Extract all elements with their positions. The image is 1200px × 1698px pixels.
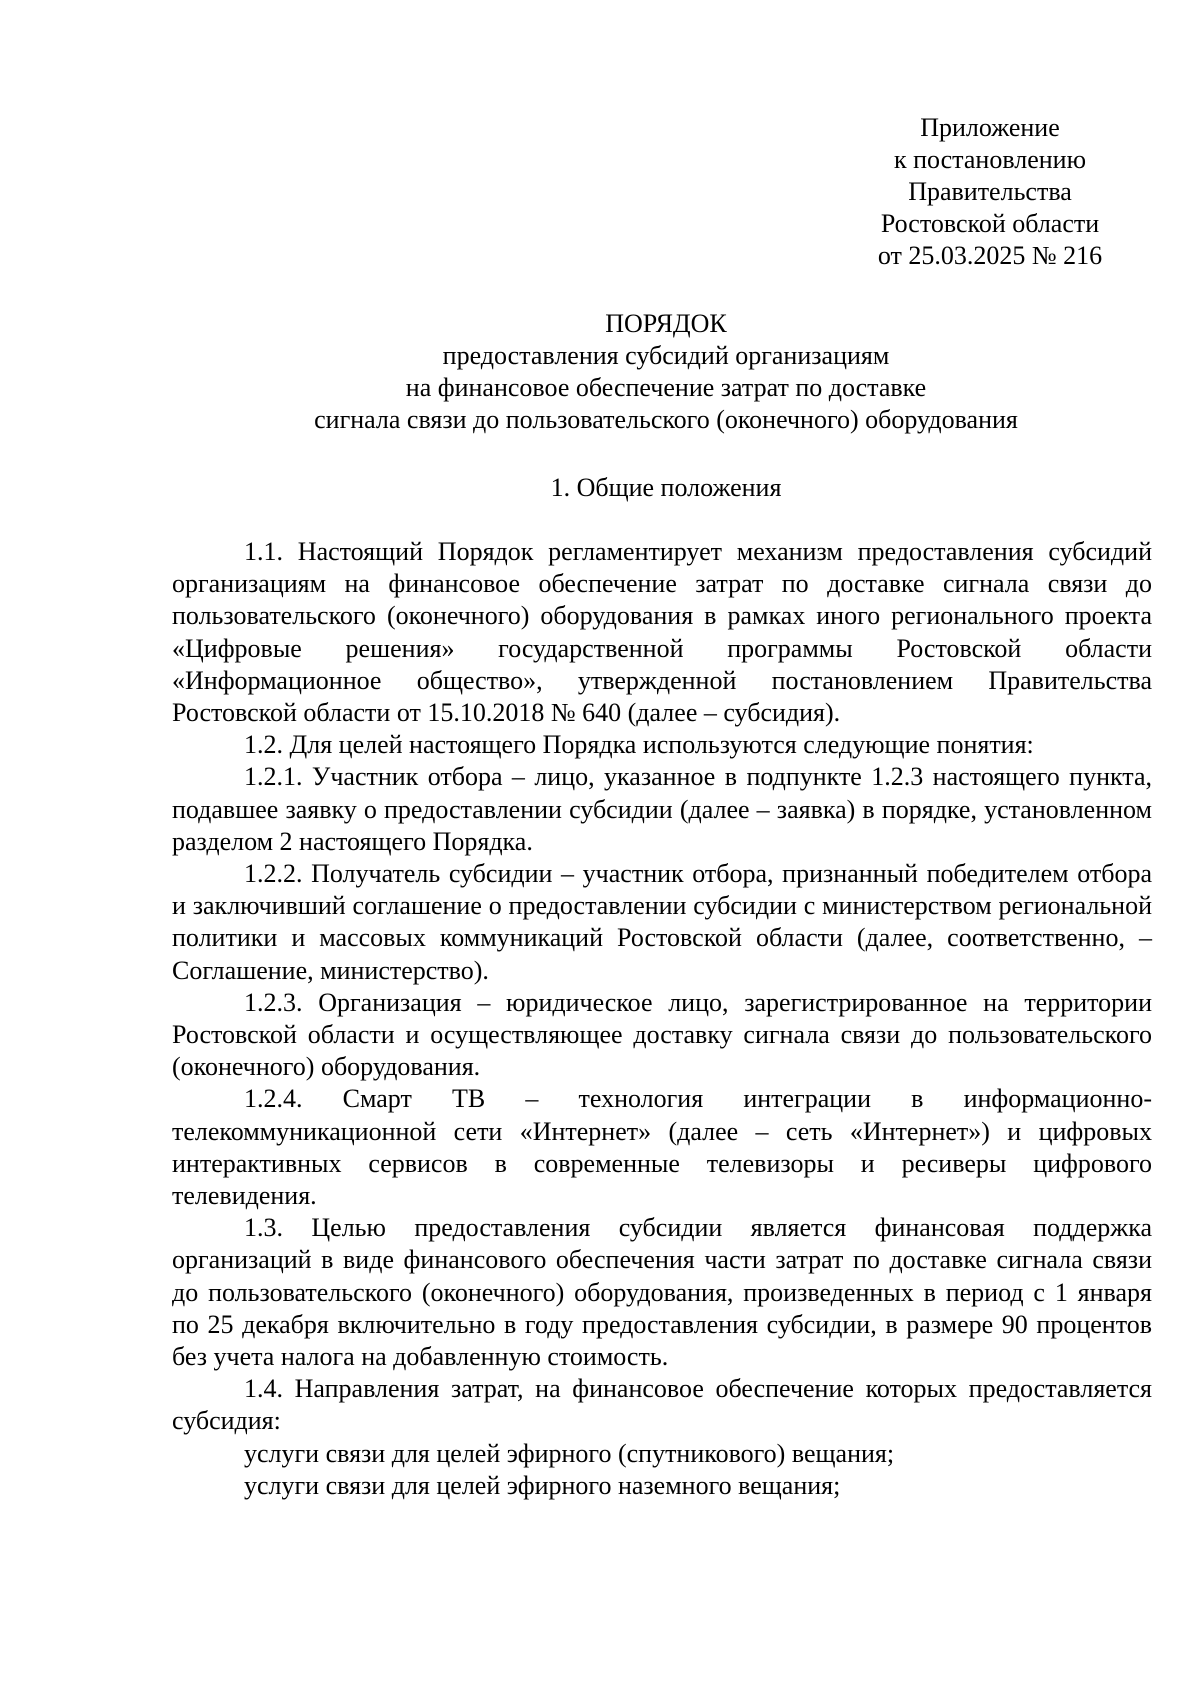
paragraph-1-4: 1.4. Направления затрат, на финансовое обеспечение которых предоставляется субсидия: [172, 1374, 1152, 1436]
title-heading: ПОРЯДОК [605, 309, 727, 338]
document-body [172, 536, 1152, 1502]
appendix-line: к постановлению [893, 145, 1087, 174]
appendix-block [840, 112, 1140, 272]
paragraph-1-2-3: 1.2.3. Организация – юридическое лицо, зарегистрированное на территории Ростовской области и осуществляющее доставку сигнала связи до пользовательского (оконечного) оборудования. [172, 987, 1152, 1082]
document-title [172, 308, 1160, 436]
paragraph-1-2: 1.2. Для целей настоящего Порядка используются следующие понятия: [244, 730, 1034, 760]
paragraph-1-2-1: 1.2.1. Участник отбора – лицо, указанное в подпункте 1.2.3 настоящего пункта, подавшее заявку о предоставлении субсидии (далее – заявка) в порядке, установленном разделом 2 настоящего Порядка. [172, 762, 1152, 856]
appendix-date-number: от 25.03.2025 № 216 [877, 241, 1103, 270]
title-line: предоставления субсидий организациям [442, 341, 890, 370]
appendix-line: Приложение [920, 113, 1060, 142]
paragraph-1-1: 1.1. Настоящий Порядок регламентирует механизм предоставления субсидий организациям на финансовое обеспечение затрат по доставке сигнала связи до пользовательского (оконечного) оборудования в рамках иного регионального проекта «Цифровые решения» государственной программы Ростовской области «Информационное общество», утвержденной постановлением Правительства Ростовской области от 15.10.2018 № 640 (далее – субсидия). [172, 537, 1152, 728]
paragraph-1-2-2: 1.2.2. Получатель субсидии – участник отбора, признанный победителем отбора и заключивший соглашение о предоставлении субсидии с министерством региональной политики и массовых коммуникаций Ростовской области (далее, соответственно, – Соглашение, министерство). [172, 859, 1152, 985]
title-line: сигнала связи до пользовательского (оконечного) оборудования [314, 405, 1018, 434]
paragraph-1-3: 1.3. Целью предоставления субсидии является финансовая поддержка организаций в виде финансового обеспечения части затрат по доставке сигнала связи до пользовательского (оконечного) оборудования, произведенных в период с 1 января по 25 декабря включительно в году предоставления субсидии, в размере 90 процентов без учета налога на добавленную стоимость. [172, 1213, 1152, 1372]
title-line: на финансовое обеспечение затрат по доставке [405, 373, 927, 402]
list-item: услуги связи для целей эфирного наземного вещания; [244, 1470, 841, 1500]
list-item: услуги связи для целей эфирного (спутникового) вещания; [244, 1438, 895, 1468]
section-heading: 1. Общие положения [550, 473, 782, 502]
appendix-line: Правительства [908, 177, 1072, 206]
paragraph-1-2-4: 1.2.4. Смарт ТВ – технология интеграции в информационно-телекоммуникационной сети «Интернет» (далее – сеть «Интернет») и цифровых интерактивных сервисов в современные телевизоры и ресиверы цифрового телевидения. [172, 1084, 1152, 1211]
appendix-line: Ростовской области [880, 209, 1100, 238]
